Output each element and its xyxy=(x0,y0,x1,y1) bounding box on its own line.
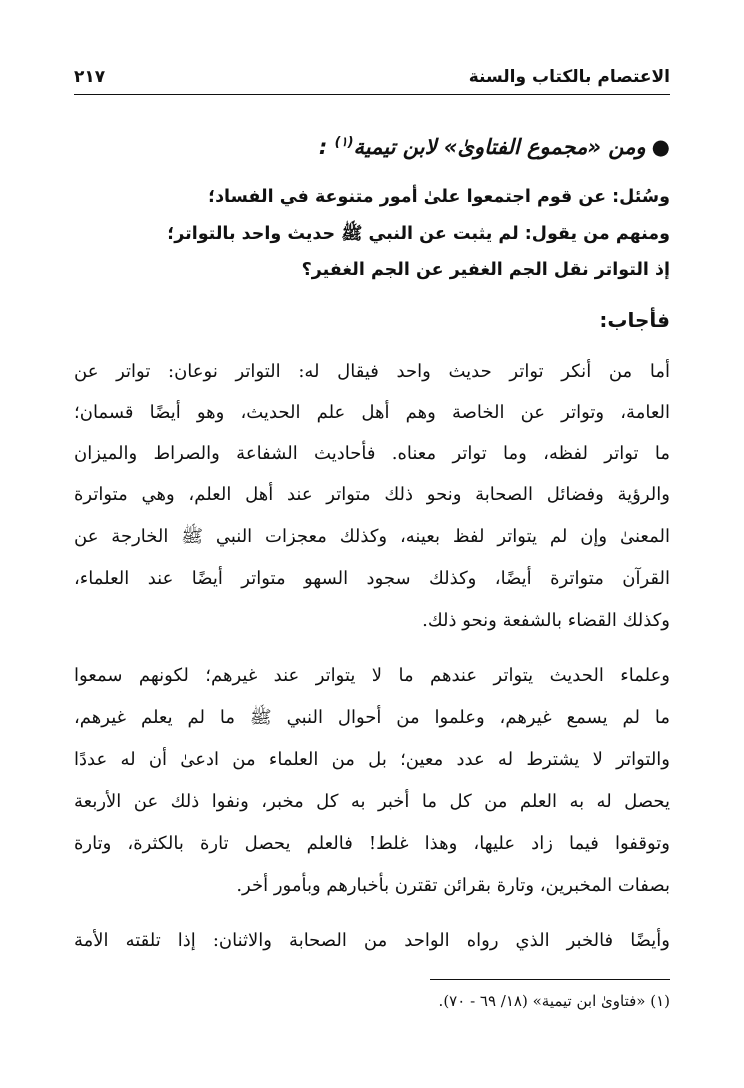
source-line xyxy=(74,126,670,160)
paragraph-line: والتواتر لا يشترط له عدد معين؛ بل من العلماء من ادعىٰ أن له عددًا xyxy=(74,749,670,770)
paragraph-line: ما لم يسمع غيرهم، وعلموا من أحوال النبي ﷺ ما لم يعلم غيرهم، xyxy=(74,707,670,728)
bullet-icon: ● xyxy=(651,135,670,159)
paragraph-line: والرؤية وفضائل الصحابة ونحو ذلك متواتر عند أهل العلم، وهي متواترة xyxy=(74,484,670,505)
question-line: وسُئل: عن قوم اجتمعوا علىٰ أمور متنوعة في الفساد؛ xyxy=(208,187,670,207)
running-header xyxy=(74,62,670,92)
paragraph-line: يحصل له به العلم من كل ما أخبر به كل مخبر، ونفوا ذلك عن الأربعة xyxy=(74,791,670,812)
answer-heading: فأجاب: xyxy=(599,308,670,332)
footnote: (١) «فتاوىٰ ابن تيمية» (١٨/ ٦٩ - ٧٠). xyxy=(438,992,670,1010)
paragraph-line: القرآن متواترة أيضًا، وكذلك سجود السهو متواتر أيضًا عند العلماء، xyxy=(74,568,670,589)
paragraph-line: ما تواتر لفظه، وما تواتر معناه. فأحاديث الشفاعة والصراط والميزان xyxy=(74,443,670,464)
paragraph-line: المعنىٰ وإن لم يتواتر لفظ بعينه، وكذلك معجزات النبي ﷺ الخارجة عن xyxy=(74,526,670,547)
paragraph-line: بصفات المخبرين، وتارة بقرائن تقترن بأخبارهم وبأمور أخر. xyxy=(236,875,670,896)
paragraph-line: أما من أنكر تواتر حديث واحد فيقال له: التواتر نوعان: تواتر عن xyxy=(74,361,670,382)
question-line: ومنهم من يقول: لم يثبت عن النبي ﷺ حديث واحد بالتواتر؛ xyxy=(167,224,670,244)
running-title: الاعتصام بالكتاب والسنة xyxy=(468,67,670,87)
paragraph-line: وتوقفوا فيما زاد عليها، وهذا غلط! فالعلم يحصل تارة بالكثرة، وتارة xyxy=(74,833,670,854)
paragraph-line: وأيضًا فالخبر الذي رواه الواحد من الصحابة والاثنان: إذا تلقته الأمة xyxy=(74,930,670,951)
paragraph-line: وعلماء الحديث يتواتر عندهم ما لا يتواتر عند غيرهم؛ لكونهم سمعوا xyxy=(74,665,670,686)
paragraph-line: العامة، وتواتر عن الخاصة وهم أهل علم الحديث، وهو أيضًا قسمان؛ xyxy=(74,402,670,423)
question-line: إذ التواتر نقل الجم الغفير عن الجم الغفير؟ xyxy=(301,260,670,280)
paragraph-line: وكذلك القضاء بالشفعة ونحو ذلك. xyxy=(422,610,670,631)
source-line-text: ومن «مجموع الفتاوىٰ» لابن تيمية xyxy=(353,135,646,159)
source-line-colon: : xyxy=(318,135,328,159)
footnote-ref: (١) xyxy=(334,135,354,150)
footnote-rule xyxy=(430,979,670,980)
header-rule xyxy=(74,94,670,95)
page-number: ٢١٧ xyxy=(74,67,106,87)
